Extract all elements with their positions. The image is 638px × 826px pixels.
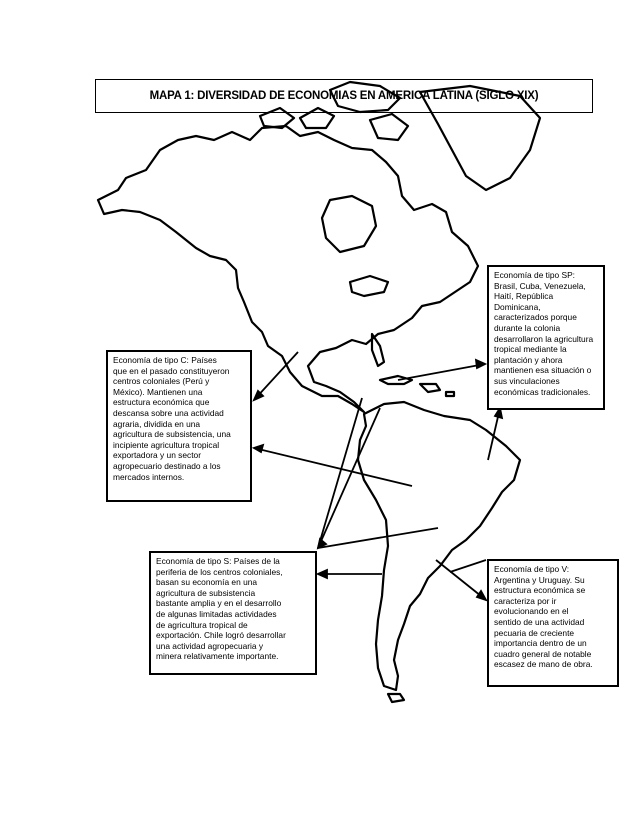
note-economia-c: Economía de tipo C: Países que en el pasado constituyeron centros coloniales (Perú y México). Mantienen una estructura económica que descansa sobre una actividad agraria, dividida en una agricultura de subsistencia, una incipiente agricultura tropical exportadora y un sector agropecuario destinado a los mercados internos. [106, 350, 252, 502]
map-title: MAPA 1: DIVERSIDAD DE ECONOMIAS EN AMERICA LATINA (SIGLO XIX) [149, 90, 539, 102]
note-economia-sp: Economía de tipo SP: Brasil, Cuba, Venezuela, Haití, República Dominicana, caracterizados porque durante la colonia desarrollaron la agricultura tropical mediante la plantación y ahora mantienen esa situación o sus vinculaciones económicas tradicionales. [487, 265, 605, 410]
note-economia-s: Economía de tipo S: Países de la periferia de los centros coloniales, basan su economía en una agricultura de subsistencia bastante amplia y en el desarrollo de algunas limitadas actividades de agricultura tropical de exportación. Chile logró desarrollar una actividad agropecuaria y minera relativamente importante. [149, 551, 317, 675]
arrow-s-colombia [318, 408, 380, 548]
map-title-box [95, 79, 593, 113]
note-economia-v: Economía de tipo V: Argentina y Uruguay. Su estructura económica se caracteriza por ir evolucionando en el sentido de una actividad pecuaria de creciente importancia dentro de un cuadro general de notable escasez de mano de obra. [487, 559, 619, 687]
arrow-c-peru [254, 448, 412, 486]
arrow-s-bolivia [318, 528, 438, 548]
arrow-v-uruguay [450, 560, 486, 572]
arrow-sp-caribbean [398, 364, 485, 380]
